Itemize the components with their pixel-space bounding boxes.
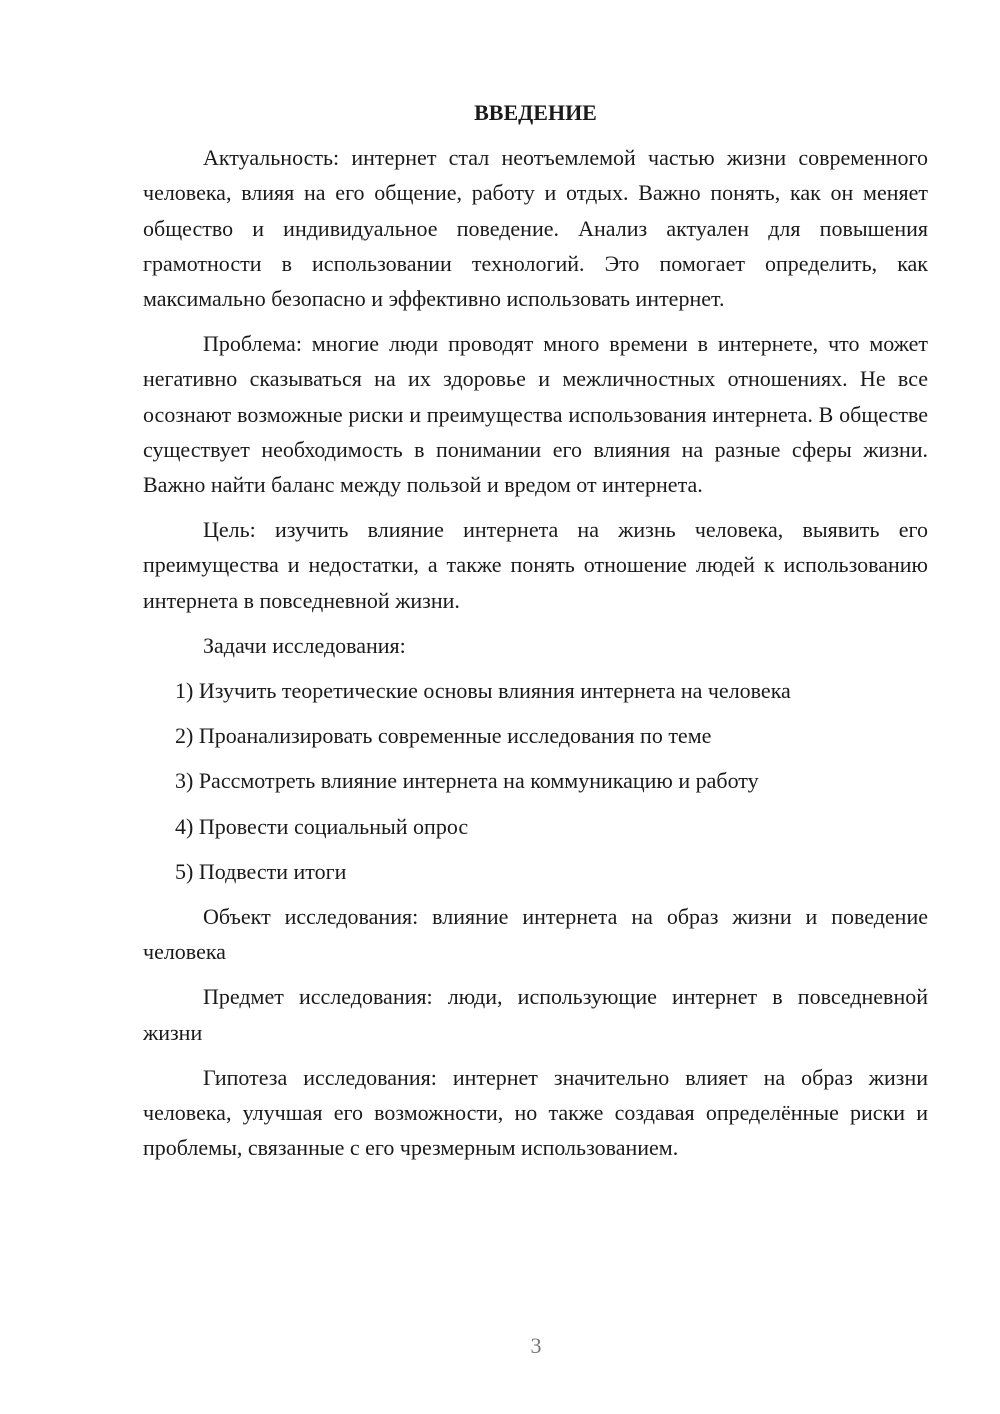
tasks-heading: Задачи исследования:	[203, 632, 406, 658]
paragraph-problem: Проблема: многие люди проводят много времени в интернете, что может негативно сказываться на их здоровье и межличностных отношениях. Не все осознают возможные риски и преимущества использования интернета. В обществе существует необходимость в понимании его влияния на разные сферы жизни. Важно найти баланс между пользой и вредом от интернета.	[143, 331, 928, 498]
paragraph-subject: Предмет исследования: люди, использующие интернет в повседневной жизни	[143, 984, 928, 1045]
task-item: 2) Проанализировать современные исследования по теме	[175, 723, 712, 749]
task-item: 5) Подвести итоги	[175, 858, 347, 884]
paragraph-relevance: Актуальность: интернет стал неотъемлемой частью жизни современного человека, влияя на его общение, работу и отдых. Важно понять, как он меняет общество и индивидуальное поведение. Анализ актуален для повышения грамотности в использовании технологий. Это помогает определить, как максимально безопасно и эффективно использовать интернет.	[143, 145, 928, 312]
paragraph-goal: Цель: изучить влияние интернета на жизнь человека, выявить его преимущества и недостатки, а также понять отношение людей к использованию интернета в повседневной жизни.	[143, 517, 928, 613]
document-page	[143, 95, 928, 1165]
paragraph-object: Объект исследования: влияние интернета на образ жизни и поведение человека	[143, 904, 928, 965]
task-item: 1) Изучить теоретические основы влияния интернета на человека	[175, 678, 791, 704]
task-item: 3) Рассмотреть влияние интернета на коммуникацию и работу	[175, 768, 759, 794]
page-number: 3	[530, 1333, 542, 1358]
page-title: ВВЕДЕНИЕ	[474, 100, 597, 125]
paragraph-hypothesis: Гипотеза исследования: интернет значительно влияет на образ жизни человека, улучшая его возможности, но также создавая определённые риски и проблемы, связанные с его чрезмерным использованием.	[143, 1064, 928, 1161]
task-item: 4) Провести социальный опрос	[175, 813, 469, 839]
